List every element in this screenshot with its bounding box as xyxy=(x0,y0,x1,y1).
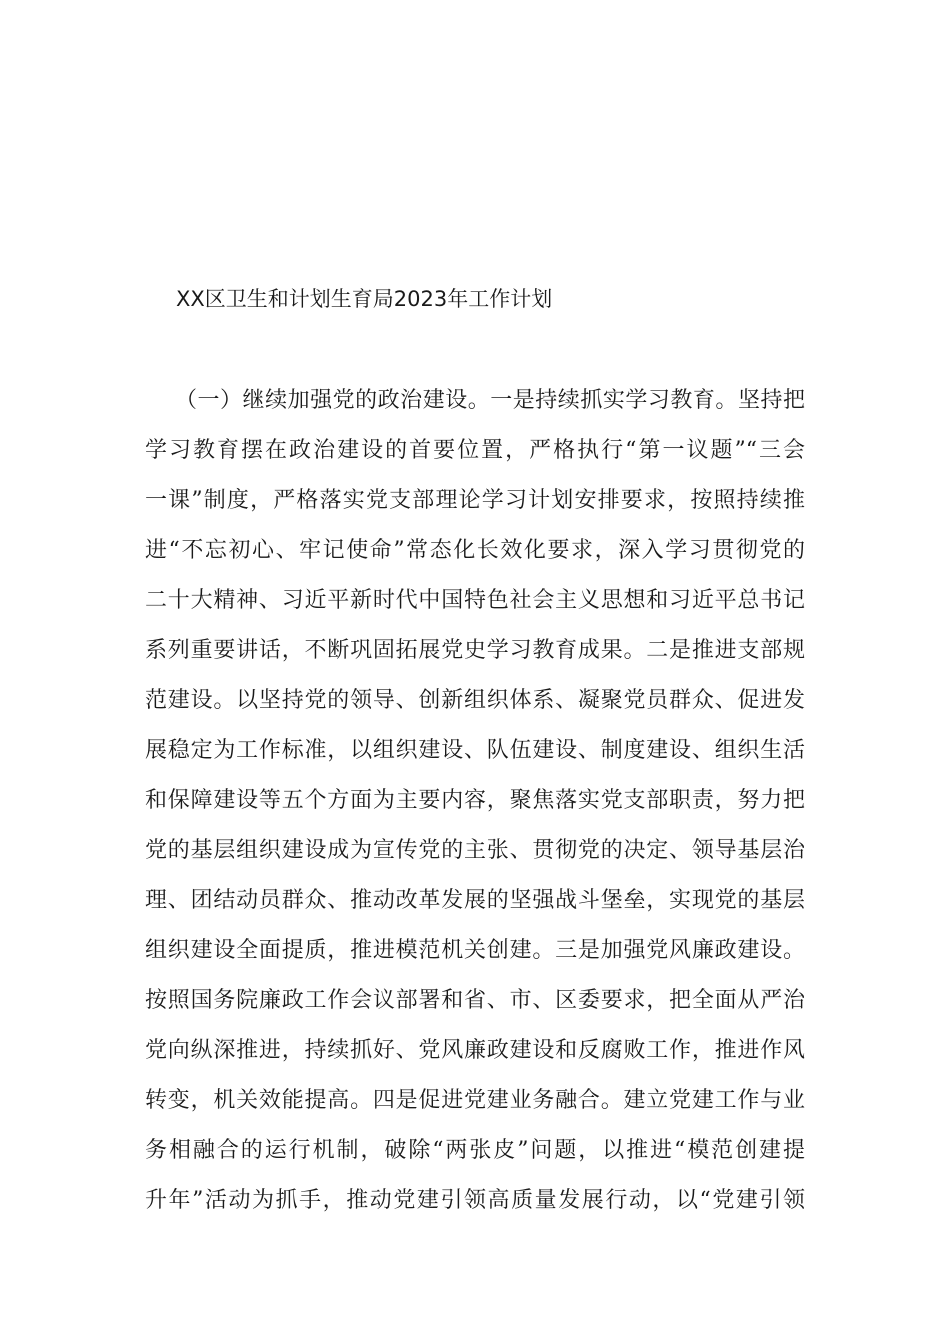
paragraph-line: 范建设。以坚持党的领导、创新组织体系、凝聚党员群众、促进发 xyxy=(145,688,805,713)
paragraph-line: 系列重要讲话，不断巩固拓展党史学习教育成果。二是推进支部规 xyxy=(145,638,805,663)
paragraph-line: 转变，机关效能提高。四是促进党建业务融合。建立党建工作与业 xyxy=(145,1088,805,1113)
paragraph-line: 一课”制度，严格落实党支部理论学习计划安排要求，按照持续推 xyxy=(145,488,805,513)
paragraph-line: 展稳定为工作标准，以组织建设、队伍建设、制度建设、组织生活 xyxy=(145,738,805,763)
document-body xyxy=(145,383,805,1233)
paragraph-line: 升年”活动为抓手，推动党建引领高质量发展行动，以“党建引领 xyxy=(145,1188,805,1213)
paragraph-line: 理、团结动员群众、推动改革发展的坚强战斗堡垒，实现党的基层 xyxy=(145,888,805,913)
paragraph-line: 二十大精神、习近平新时代中国特色社会主义思想和习近平总书记 xyxy=(145,588,805,613)
paragraph-line: 进“不忘初心、牢记使命”常态化长效化要求，深入学习贯彻党的 xyxy=(145,538,805,563)
paragraph-line: 党向纵深推进，持续抓好、党风廉政建设和反腐败工作，推进作风 xyxy=(145,1038,805,1063)
paragraph-line: 党的基层组织建设成为宣传党的主张、贯彻党的决定、领导基层治 xyxy=(145,838,805,863)
paragraph-line: 务相融合的运行机制，破除“两张皮”问题，以推进“模范创建提 xyxy=(145,1138,805,1163)
paragraph-line: 学习教育摆在政治建设的首要位置，严格执行“第一议题”“三会 xyxy=(145,438,805,463)
document-title: XX区卫生和计划生育局2023年工作计划 xyxy=(176,287,553,311)
paragraph-line: （一）继续加强党的政治建设。一是持续抓实学习教育。坚持把 xyxy=(175,388,805,413)
paragraph-line: 组织建设全面提质，推进模范机关创建。三是加强党风廉政建设。 xyxy=(145,938,805,963)
paragraph-line: 按照国务院廉政工作会议部署和省、市、区委要求，把全面从严治 xyxy=(145,988,805,1013)
paragraph-line: 和保障建设等五个方面为主要内容，聚焦落实党支部职责，努力把 xyxy=(145,788,805,813)
